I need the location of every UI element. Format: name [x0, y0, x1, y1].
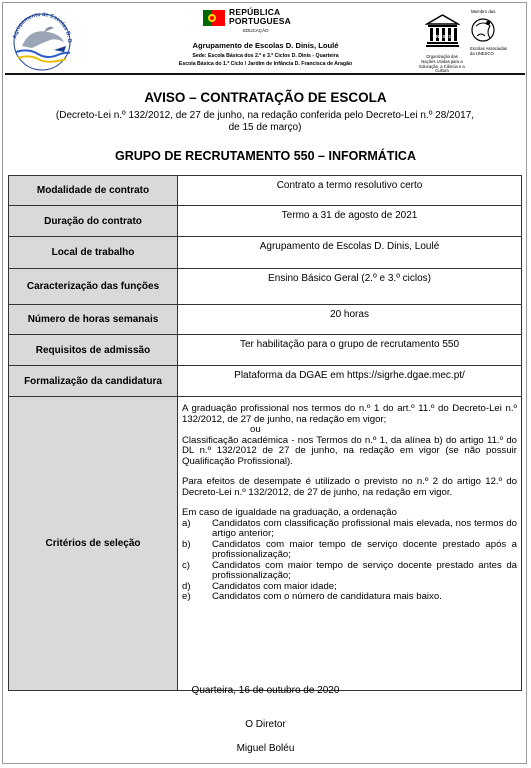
criteria-label: Critérios de seleção — [9, 397, 178, 691]
criteria-paragraph: A graduação profissional nos termos do n.º 1 do art.º 11.º do Decreto-Lei n.º 132/2012, de 27 de junho, na redação em vigor; — [182, 403, 517, 425]
signature-date: Quarteira, 16 de outubro de 2020 — [191, 685, 340, 696]
row-value: Ter habilitação para o grupo de recrutamento 550 — [178, 335, 522, 366]
list-item-text: Candidatos com maior tempo de serviço docente prestado antes da profissionalização; — [212, 559, 517, 581]
notice-title: AVISO – CONTRATAÇÃO DE ESCOLA — [144, 90, 387, 105]
row-value: Ensino Básico Geral (2.º e 3.º ciclos) — [178, 269, 522, 305]
list-item — [182, 561, 517, 582]
gov-ministry: EDUCAÇÃO — [243, 28, 269, 33]
row-label: Local de trabalho — [9, 237, 178, 269]
signature-name: Miguel Boléu — [236, 743, 295, 754]
network-label: Membro das — [471, 9, 496, 14]
criteria-or: ou — [250, 424, 261, 435]
decree-line-2: de 15 de março) — [228, 122, 302, 133]
school-escola: Escola Básica do 1.º Ciclo / Jardim de Infância D. Francisca de Aragão — [178, 61, 353, 67]
gov-name-line2: PORTUGUESA — [229, 16, 291, 26]
row-label: Caracterização das funções — [9, 269, 178, 305]
header-divider — [5, 73, 525, 75]
table-row — [9, 176, 522, 206]
svg-text:Agrupamento de Escolas D. Dini: Agrupamento de Escolas D. D — [12, 11, 73, 43]
row-value: Termo a 31 de agosto de 2021 — [178, 206, 522, 237]
table-row — [9, 269, 522, 305]
unesco-caption: Organização das Nações Unidas para a Educação, a Ciência e a Cultura — [419, 54, 465, 74]
table-row — [9, 237, 522, 269]
row-label: Requisitos de admissão — [9, 335, 178, 366]
group-title: GRUPO DE RECRUTAMENTO 550 – INFORMÁTICA — [115, 149, 416, 163]
government-logo — [203, 6, 343, 38]
associated-schools-icon — [470, 16, 496, 44]
list-item-letter: c) — [182, 559, 190, 571]
list-item — [182, 592, 517, 603]
table-row — [9, 397, 522, 691]
list-item-letter: b) — [182, 538, 191, 550]
table-row — [9, 305, 522, 335]
gov-name-line1: REPÚBLICA — [229, 7, 281, 17]
unesco-logo — [425, 13, 460, 51]
criteria-paragraph: Em caso de igualdade na graduação, a ordenação — [182, 507, 397, 518]
decree-line-1: (Decreto-Lei n.º 132/2012, de 27 de junho, na redação conferida pelo Decreto-Lei n.º 28/2017, — [55, 110, 475, 121]
row-label: Número de horas semanais — [9, 305, 178, 335]
table-row — [9, 366, 522, 397]
list-item-text: Candidatos com classificação profissional mais elevada, nos termos do artigo anterior; — [212, 517, 517, 539]
list-item-letter: e) — [182, 591, 191, 602]
decree-reference — [30, 110, 500, 134]
unesco-wordmark: UNESCO — [432, 34, 453, 39]
row-value: Contrato a termo resolutivo certo — [178, 176, 522, 206]
list-item-text: Candidatos com maior tempo de serviço docente prestado após a profissionalização; — [212, 538, 517, 560]
row-label: Formalização da candidatura — [9, 366, 178, 397]
row-value: 20 horas — [178, 305, 522, 335]
criteria-paragraph: Classificação académica - nos Termos do n.º 1, da alínea b) do artigo 11.º do DL n.º 132/2012 de 27 de junho, na redação em vigor (se não possuir Qualificação Profissional). — [182, 434, 517, 467]
list-item-text: Candidatos com o número de candidatura mais baixo. — [212, 591, 442, 602]
list-item-text: Candidatos com maior idade; — [212, 580, 337, 592]
signature-role: O Diretor — [245, 719, 286, 730]
criteria-content — [178, 397, 522, 691]
portugal-flag-icon — [203, 10, 225, 26]
row-label: Duração do contrato — [9, 206, 178, 237]
list-item-letter: a) — [182, 517, 191, 529]
school-sede: Sede: Escola Básica dos 2.º e 3.º Ciclos D. Dinis - Quarteira — [192, 53, 339, 59]
application-link[interactable]: Plataforma da DGAE em https://sigrhe.dgae.mec.pt/ — [234, 370, 465, 381]
criteria-paragraph: Para efeitos de desempate é utilizado o previsto no n.º 2 do artigo 12.º do Decreto-Lei n.º 132/2012, de 27 de junho, na redação em vigor. — [182, 476, 517, 498]
row-value — [178, 366, 522, 397]
network-caption: Escolas Associadas da UNESCO — [470, 46, 508, 56]
list-item — [182, 540, 517, 561]
contract-table — [8, 175, 522, 691]
school-name: Agrupamento de Escolas D. Dinis, Loulé — [192, 41, 339, 50]
list-item-letter: d) — [182, 580, 191, 592]
table-row — [9, 206, 522, 237]
row-label: Modalidade de contrato — [9, 176, 178, 206]
list-item — [182, 519, 517, 540]
row-value: Agrupamento de Escolas D. Dinis, Loulé — [178, 237, 522, 269]
table-row — [9, 335, 522, 366]
